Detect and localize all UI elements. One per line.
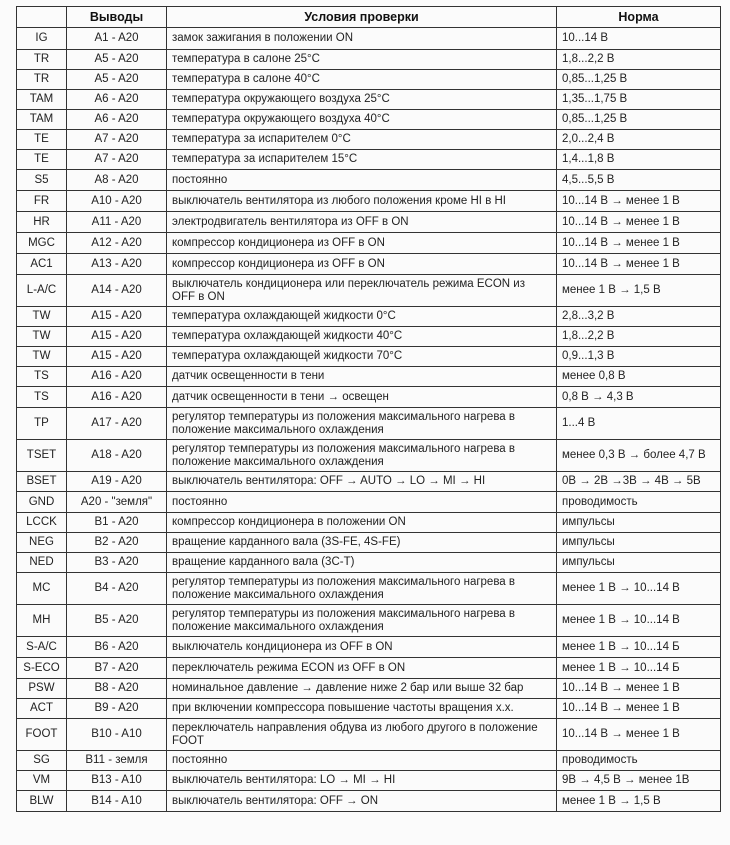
table-row (17, 130, 721, 150)
table-row (17, 573, 721, 605)
ecu-terminal-check-table (16, 6, 721, 812)
cell-code: MGC (17, 233, 67, 254)
cell-condition: электродвигатель вентилятора из OFF в ON (167, 212, 557, 233)
table-header-row (17, 7, 721, 28)
cell-code: FOOT (17, 719, 67, 751)
cell-pins: B2 - A20 (67, 533, 167, 553)
cell-condition: постоянно (167, 170, 557, 191)
cell-norm: 0В → 2В →3В → 4В → 5В (557, 472, 721, 492)
cell-norm: 1,8...2,2 В (557, 50, 721, 70)
cell-norm: 10...14 В → менее 1 В (557, 233, 721, 254)
cell-code: HR (17, 212, 67, 233)
cell-norm: 10...14 В → менее 1 В (557, 719, 721, 751)
cell-condition: температура окружающего воздуха 40°C (167, 110, 557, 130)
cell-condition: переключатель режима ECON из OFF в ON (167, 658, 557, 679)
cell-condition: при включении компрессора повышение частоты вращения х.х. (167, 699, 557, 719)
table-row (17, 719, 721, 751)
cell-norm: менее 0,8 В (557, 367, 721, 387)
cell-code: TP (17, 408, 67, 440)
cell-norm: импульсы (557, 513, 721, 533)
cell-norm: 1,35...1,75 В (557, 90, 721, 110)
cell-pins: A13 - A20 (67, 254, 167, 275)
cell-code: FR (17, 191, 67, 212)
cell-norm: 0,85...1,25 В (557, 110, 721, 130)
table-row (17, 513, 721, 533)
cell-code: BLW (17, 791, 67, 812)
cell-pins: B11 - земля (67, 751, 167, 771)
cell-pins: A15 - A20 (67, 307, 167, 327)
cell-norm: 2,0...2,4 В (557, 130, 721, 150)
table-row (17, 637, 721, 658)
cell-condition: переключатель направления обдува из любого другого в положение FOOT (167, 719, 557, 751)
cell-code: S-A/C (17, 637, 67, 658)
table-row (17, 90, 721, 110)
cell-code: NED (17, 553, 67, 573)
cell-pins: B9 - A20 (67, 699, 167, 719)
cell-norm: менее 1 В → 10...14 Б (557, 658, 721, 679)
cell-code: GND (17, 492, 67, 513)
cell-condition: компрессор кондиционера из OFF в ON (167, 254, 557, 275)
table-row (17, 367, 721, 387)
cell-code: TW (17, 327, 67, 347)
cell-condition: регулятор температуры из положения максимального нагрева в положение максимального охлаждения (167, 605, 557, 637)
cell-code: TE (17, 130, 67, 150)
cell-pins: A16 - A20 (67, 387, 167, 408)
cell-condition: компрессор кондиционера в положении ON (167, 513, 557, 533)
cell-code: TS (17, 387, 67, 408)
cell-condition: датчик освещенности в тени → освещен (167, 387, 557, 408)
cell-pins: A8 - A20 (67, 170, 167, 191)
cell-code: AC1 (17, 254, 67, 275)
cell-code: TW (17, 347, 67, 367)
header-pins: Выводы (67, 7, 167, 28)
cell-pins: B10 - A10 (67, 719, 167, 751)
cell-code: TAM (17, 90, 67, 110)
table-row (17, 233, 721, 254)
cell-condition: температура за испарителем 0°C (167, 130, 557, 150)
cell-pins: A10 - A20 (67, 191, 167, 212)
cell-condition: температура охлаждающей жидкости 40°C (167, 327, 557, 347)
cell-code: MC (17, 573, 67, 605)
cell-norm: 1,4...1,8 В (557, 150, 721, 170)
cell-code: S-ECO (17, 658, 67, 679)
table-row (17, 408, 721, 440)
table-row (17, 275, 721, 307)
cell-pins: B8 - A20 (67, 679, 167, 699)
cell-pins: A1 - A20 (67, 28, 167, 50)
cell-pins: A6 - A20 (67, 90, 167, 110)
table-row (17, 699, 721, 719)
cell-condition: постоянно (167, 751, 557, 771)
cell-pins: A15 - A20 (67, 327, 167, 347)
cell-pins: B4 - A20 (67, 573, 167, 605)
header-condition: Условия проверки (167, 7, 557, 28)
cell-pins: A5 - A20 (67, 50, 167, 70)
cell-code: TS (17, 367, 67, 387)
cell-pins: B6 - A20 (67, 637, 167, 658)
cell-norm: менее 0,3 В → более 4,7 В (557, 440, 721, 472)
cell-condition: датчик освещенности в тени (167, 367, 557, 387)
cell-norm: 9В → 4,5 В → менее 1В (557, 771, 721, 791)
cell-code: PSW (17, 679, 67, 699)
cell-condition: компрессор кондиционера из OFF в ON (167, 233, 557, 254)
cell-condition: выключатель вентилятора: LO → MI → HI (167, 771, 557, 791)
cell-norm: 10...14 В → менее 1 В (557, 212, 721, 233)
cell-condition: регулятор температуры из положения максимального нагрева в положение максимального охлаждения (167, 408, 557, 440)
cell-norm: 1...4 В (557, 408, 721, 440)
cell-pins: A12 - A20 (67, 233, 167, 254)
cell-pins: A15 - A20 (67, 347, 167, 367)
cell-code: NEG (17, 533, 67, 553)
cell-code: IG (17, 28, 67, 50)
table-row (17, 492, 721, 513)
cell-pins: A19 - A20 (67, 472, 167, 492)
cell-norm: 0,9...1,3 В (557, 347, 721, 367)
cell-pins: B1 - A20 (67, 513, 167, 533)
table-row (17, 658, 721, 679)
cell-code: MH (17, 605, 67, 637)
cell-code: VM (17, 771, 67, 791)
cell-norm: 0,8 В → 4,3 В (557, 387, 721, 408)
cell-pins: B7 - A20 (67, 658, 167, 679)
cell-norm: 10...14 В → менее 1 В (557, 191, 721, 212)
cell-condition: выключатель кондиционера из OFF в ON (167, 637, 557, 658)
cell-condition: выключатель вентилятора из любого положения кроме HI в HI (167, 191, 557, 212)
cell-pins: A7 - A20 (67, 130, 167, 150)
cell-condition: температура охлаждающей жидкости 70°C (167, 347, 557, 367)
cell-condition: выключатель кондиционера или переключатель режима ECON из OFF в ON (167, 275, 557, 307)
cell-norm: менее 1 В → 10...14 Б (557, 637, 721, 658)
header-norm: Норма (557, 7, 721, 28)
cell-norm: 10...14 В → менее 1 В (557, 679, 721, 699)
cell-pins: B13 - A10 (67, 771, 167, 791)
cell-norm: 4,5...5,5 В (557, 170, 721, 191)
cell-pins: B14 - A10 (67, 791, 167, 812)
table-row (17, 679, 721, 699)
table-row (17, 533, 721, 553)
cell-norm: менее 1 В → 1,5 В (557, 275, 721, 307)
cell-pins: A20 - "земля" (67, 492, 167, 513)
cell-norm: импульсы (557, 533, 721, 553)
table-row (17, 771, 721, 791)
table-row (17, 170, 721, 191)
cell-code: TAM (17, 110, 67, 130)
cell-pins: A18 - A20 (67, 440, 167, 472)
cell-code: S5 (17, 170, 67, 191)
cell-pins: A17 - A20 (67, 408, 167, 440)
cell-pins: A5 - A20 (67, 70, 167, 90)
cell-code: TR (17, 70, 67, 90)
cell-code: BSET (17, 472, 67, 492)
table-row (17, 472, 721, 492)
table-row (17, 387, 721, 408)
cell-norm: менее 1 В → 10...14 В (557, 573, 721, 605)
cell-norm: 1,8...2,2 В (557, 327, 721, 347)
header-code (17, 7, 67, 28)
table-row (17, 751, 721, 771)
cell-code: L-A/C (17, 275, 67, 307)
cell-condition: температура за испарителем 15°C (167, 150, 557, 170)
table-row (17, 191, 721, 212)
cell-condition: вращение карданного вала (3S-FE, 4S-FE) (167, 533, 557, 553)
cell-norm: импульсы (557, 553, 721, 573)
cell-condition: номинальное давление → давление ниже 2 бар или выше 32 бар (167, 679, 557, 699)
cell-code: ACT (17, 699, 67, 719)
cell-condition: выключатель вентилятора: OFF → AUTO → LO → MI → HI (167, 472, 557, 492)
cell-condition: температура в салоне 40°C (167, 70, 557, 90)
table-body (17, 28, 721, 812)
cell-code: LCCK (17, 513, 67, 533)
cell-condition: замок зажигания в положении ON (167, 28, 557, 50)
cell-norm: 2,8...3,2 В (557, 307, 721, 327)
cell-condition: выключатель вентилятора: OFF → ON (167, 791, 557, 812)
table-row (17, 307, 721, 327)
cell-norm: 10...14 В → менее 1 В (557, 699, 721, 719)
cell-pins: A16 - A20 (67, 367, 167, 387)
table-row (17, 791, 721, 812)
table-row (17, 553, 721, 573)
cell-norm: 10...14 В → менее 1 В (557, 254, 721, 275)
cell-code: TSET (17, 440, 67, 472)
cell-norm: 10...14 В (557, 28, 721, 50)
cell-pins: B5 - A20 (67, 605, 167, 637)
table-row (17, 347, 721, 367)
cell-norm: проводимость (557, 492, 721, 513)
cell-norm: менее 1 В → 1,5 В (557, 791, 721, 812)
cell-condition: регулятор температуры из положения максимального нагрева в положение максимального охлаждения (167, 440, 557, 472)
cell-pins: A11 - A20 (67, 212, 167, 233)
table-row (17, 150, 721, 170)
cell-norm: 0,85...1,25 В (557, 70, 721, 90)
cell-condition: регулятор температуры из положения максимального нагрева в положение максимального охлаждения (167, 573, 557, 605)
cell-norm: проводимость (557, 751, 721, 771)
table-row (17, 50, 721, 70)
cell-condition: температура окружающего воздуха 25°C (167, 90, 557, 110)
table-row (17, 327, 721, 347)
table-row (17, 212, 721, 233)
cell-condition: постоянно (167, 492, 557, 513)
cell-pins: A7 - A20 (67, 150, 167, 170)
cell-condition: температура охлаждающей жидкости 0°C (167, 307, 557, 327)
table-row (17, 605, 721, 637)
cell-code: SG (17, 751, 67, 771)
table-row (17, 110, 721, 130)
cell-pins: B3 - A20 (67, 553, 167, 573)
cell-pins: A14 - A20 (67, 275, 167, 307)
cell-condition: температура в салоне 25°C (167, 50, 557, 70)
cell-condition: вращение карданного вала (3C-T) (167, 553, 557, 573)
table-row (17, 70, 721, 90)
table-row (17, 254, 721, 275)
cell-code: TR (17, 50, 67, 70)
cell-code: TE (17, 150, 67, 170)
cell-code: TW (17, 307, 67, 327)
cell-pins: A6 - A20 (67, 110, 167, 130)
table-row (17, 440, 721, 472)
table-row (17, 28, 721, 50)
cell-norm: менее 1 В → 10...14 В (557, 605, 721, 637)
